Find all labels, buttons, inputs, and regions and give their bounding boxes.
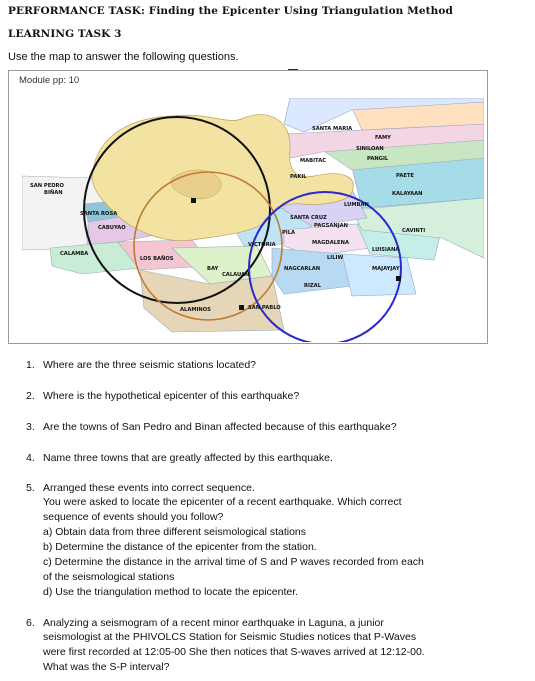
town-label: CABUYAO xyxy=(98,225,126,231)
town-label: ALAMINOS xyxy=(180,307,211,313)
town-label: CAVINTI xyxy=(402,228,426,234)
town-label: BIÑAN xyxy=(44,190,63,196)
town-label: SANTA ROSA xyxy=(80,211,118,217)
town-label: SAN PEDRO xyxy=(30,183,64,189)
town-label: LUISIANA xyxy=(372,247,400,253)
question-5-line: sequence of events should you follow? xyxy=(43,511,224,523)
module-reference: Module pp: 10 xyxy=(19,75,80,86)
town-label: PAKIL xyxy=(290,174,307,180)
town-label: CALAMBA xyxy=(60,251,89,257)
town-label: BAY xyxy=(207,266,219,272)
town-label: PANGIL xyxy=(367,156,389,162)
station-marker xyxy=(191,198,196,203)
town-label: LUMBAN xyxy=(344,202,369,208)
question-5-option-c: c) Determine the distance in the arrival time of S and P waves recorded from each xyxy=(43,556,424,568)
town-label: SANTA CRUZ xyxy=(290,215,327,221)
town-label: MABITAC xyxy=(300,158,327,164)
question-5-option-b: b) Determine the distance of the epicenter from the station. xyxy=(43,541,317,553)
station-marker xyxy=(396,276,401,281)
town-label: PAGSANJAN xyxy=(314,223,348,229)
question-5-line: You were asked to locate the epicenter of a recent earthquake. Which correct xyxy=(43,496,402,508)
question-6-line: What was the S-P interval? xyxy=(43,661,170,673)
town-label: RIZAL xyxy=(304,283,322,289)
town-label: PAETE xyxy=(396,173,414,179)
question-6-line: seismologist at the PHIVOLCS Station for Seismic Studies notices that P-Waves xyxy=(43,631,417,643)
town-label: FAMY xyxy=(375,135,391,141)
laguna-map xyxy=(22,98,484,342)
region-majayjay xyxy=(342,254,416,296)
instruction-text: Use the map to answer the following questions. xyxy=(8,51,239,63)
town-label: KALAYAAN xyxy=(392,191,423,197)
town-label: VICTORIA xyxy=(248,242,276,248)
town-label: CALAUAN xyxy=(222,272,250,278)
question-5-option-a: a) Obtain data from three different seismological stations xyxy=(43,526,307,538)
question-6-line: were first recorded at 12:05-00 She then notices that S-waves arrived at 12:12-00. xyxy=(43,646,425,658)
page-subtitle: LEARNING TASK 3 xyxy=(8,28,122,40)
town-label: PILA xyxy=(282,230,296,236)
town-label: MAGDALENA xyxy=(312,240,349,246)
town-label: SAN PABLO xyxy=(248,305,281,311)
town-label: LILIW xyxy=(327,255,344,261)
town-label: SANTA MARIA xyxy=(312,126,353,132)
question-5-option-d: d) Use the triangulation method to locate the epicenter. xyxy=(43,586,299,598)
page-title: PERFORMANCE TASK: Finding the Epicenter Using Triangulation Method xyxy=(8,5,453,17)
town-label: SINILOAN xyxy=(356,146,384,152)
town-label: MAJAYJAY xyxy=(372,266,400,272)
question-5-option-c-cont: of the seismological stations xyxy=(43,571,175,583)
town-label: NAGCARLAN xyxy=(284,266,321,272)
station-marker xyxy=(239,305,244,310)
town-label: LOS BAÑOS xyxy=(140,256,174,262)
